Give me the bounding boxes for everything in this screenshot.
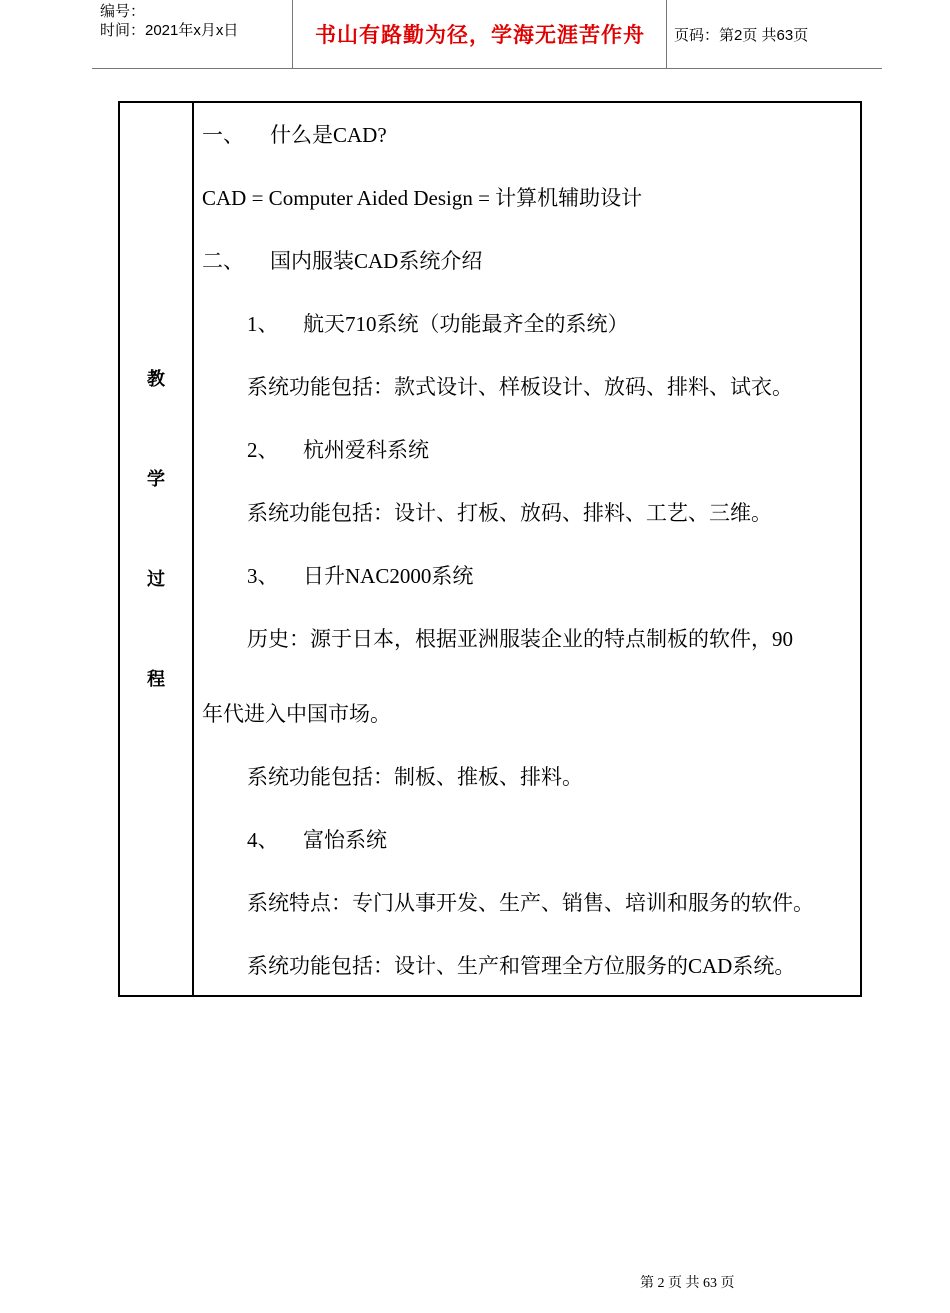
cad-definition: CAD = Computer Aided Design = 计算机辅助设计 (202, 186, 643, 210)
page-footer: 第 2 页 共 63 页 (640, 1276, 735, 1291)
section-heading (202, 245, 482, 275)
item-number: 1、 (247, 312, 279, 336)
header-divider (292, 0, 293, 68)
item-heading (247, 824, 387, 854)
section-number: 二、 (202, 249, 244, 273)
section-title: 什么是CAD? (270, 123, 387, 147)
header-motto: 书山有路勤为径，学海无涯苦作舟 (315, 23, 645, 47)
section-heading (202, 119, 387, 149)
header-page-number: 页码：第2页 共63页 (674, 27, 809, 44)
item-text: 年代进入中国市场。 (202, 702, 391, 726)
item-title: 日升NAC2000系统 (303, 564, 474, 588)
header-divider (666, 0, 667, 68)
page-header (92, 0, 882, 69)
item-heading (247, 308, 629, 338)
item-number: 3、 (247, 564, 279, 588)
item-title: 航天710系统（功能最齐全的系统） (303, 312, 629, 336)
item-number: 4、 (247, 828, 279, 852)
item-text: 系统功能包括：设计、打板、放码、排料、工艺、三维。 (247, 501, 772, 525)
item-title: 富怡系统 (303, 828, 387, 852)
teaching-process-table (118, 101, 862, 997)
header-meta (100, 2, 238, 40)
item-text: 历史：源于日本，根据亚洲服装企业的特点制板的软件，90 (247, 627, 793, 651)
section-number: 一、 (202, 123, 244, 147)
item-number: 2、 (247, 438, 279, 462)
section-label-char: 过 (147, 569, 165, 590)
item-title: 杭州爱科系统 (303, 438, 429, 462)
section-label-column (120, 103, 194, 995)
time-label: 时间：2021年x月x日 (100, 22, 239, 39)
section-label-char: 学 (147, 469, 165, 490)
item-text: 系统功能包括：制板、推板、排料。 (247, 765, 583, 789)
item-heading (247, 560, 473, 590)
item-heading (247, 434, 429, 464)
section-label-char: 程 (147, 669, 165, 690)
item-text: 系统特点：专门从事开发、生产、销售、培训和服务的软件。 (247, 891, 814, 915)
item-text: 系统功能包括：款式设计、样板设计、放码、排料、试衣。 (247, 375, 793, 399)
section-label-char: 教 (147, 369, 165, 390)
item-text: 系统功能包括：设计、生产和管理全方位服务的CAD系统。 (247, 954, 796, 978)
section-title: 国内服装CAD系统介绍 (270, 249, 483, 273)
serial-number-label: 编号： (100, 3, 146, 20)
